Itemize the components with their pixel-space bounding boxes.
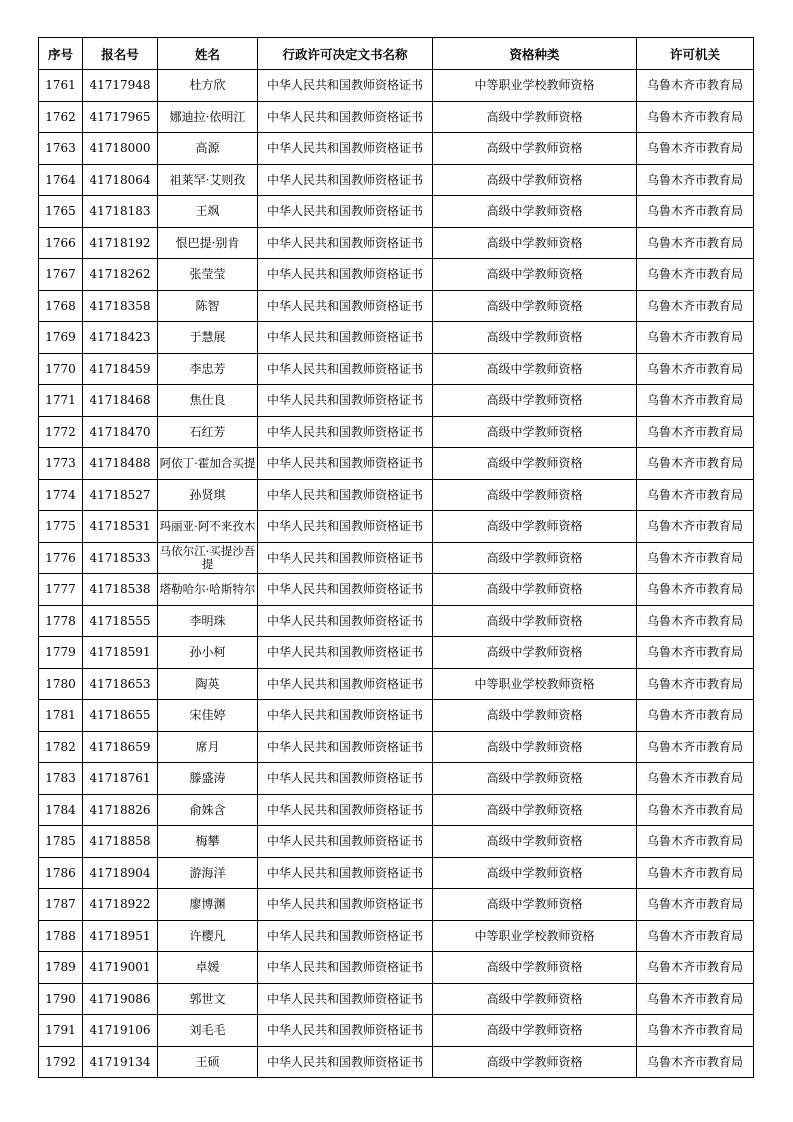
cell-seq: 1776 xyxy=(39,542,83,574)
cell-name: 玛丽亚·阿不来孜木 xyxy=(158,511,258,543)
cell-document-title: 中华人民共和国教师资格证书 xyxy=(258,983,433,1015)
cell-reg-no: 41718533 xyxy=(83,542,158,574)
cell-reg-no: 41718826 xyxy=(83,794,158,826)
cell-authority: 乌鲁木齐市教育局 xyxy=(637,133,754,165)
cell-qualification: 高级中学教师资格 xyxy=(433,1015,637,1047)
cell-seq: 1774 xyxy=(39,479,83,511)
cell-document-title: 中华人民共和国教师资格证书 xyxy=(258,259,433,291)
cell-qualification: 高级中学教师资格 xyxy=(433,889,637,921)
cell-seq: 1763 xyxy=(39,133,83,165)
table-row xyxy=(39,637,754,669)
cell-document-title: 中华人民共和国教师资格证书 xyxy=(258,479,433,511)
cell-reg-no: 41718761 xyxy=(83,763,158,795)
cell-document-title: 中华人民共和国教师资格证书 xyxy=(258,605,433,637)
cell-document-title: 中华人民共和国教师资格证书 xyxy=(258,763,433,795)
cell-qualification: 高级中学教师资格 xyxy=(433,542,637,574)
cell-authority: 乌鲁木齐市教育局 xyxy=(637,101,754,133)
cell-document-title: 中华人民共和国教师资格证书 xyxy=(258,542,433,574)
cell-qualification: 高级中学教师资格 xyxy=(433,196,637,228)
license-table xyxy=(38,37,754,1078)
cell-name: 孙小柯 xyxy=(158,637,258,669)
cell-seq: 1772 xyxy=(39,416,83,448)
table-row xyxy=(39,479,754,511)
cell-seq: 1777 xyxy=(39,574,83,606)
cell-seq: 1790 xyxy=(39,983,83,1015)
cell-authority: 乌鲁木齐市教育局 xyxy=(637,511,754,543)
table-row xyxy=(39,1046,754,1078)
cell-document-title: 中华人民共和国教师资格证书 xyxy=(258,290,433,322)
header-reg-no: 报名号 xyxy=(83,38,158,70)
cell-name: 娜迪拉·依明江 xyxy=(158,101,258,133)
cell-document-title: 中华人民共和国教师资格证书 xyxy=(258,448,433,480)
cell-qualification: 高级中学教师资格 xyxy=(433,857,637,889)
cell-authority: 乌鲁木齐市教育局 xyxy=(637,1046,754,1078)
table-row xyxy=(39,227,754,259)
cell-authority: 乌鲁木齐市教育局 xyxy=(637,700,754,732)
cell-authority: 乌鲁木齐市教育局 xyxy=(637,70,754,102)
table-row xyxy=(39,889,754,921)
cell-document-title: 中华人民共和国教师资格证书 xyxy=(258,574,433,606)
cell-authority: 乌鲁木齐市教育局 xyxy=(637,794,754,826)
cell-seq: 1786 xyxy=(39,857,83,889)
table-row xyxy=(39,101,754,133)
header-name: 姓名 xyxy=(158,38,258,70)
cell-seq: 1770 xyxy=(39,353,83,385)
cell-qualification: 高级中学教师资格 xyxy=(433,1046,637,1078)
table-row xyxy=(39,542,754,574)
cell-qualification: 高级中学教师资格 xyxy=(433,164,637,196)
cell-reg-no: 41718922 xyxy=(83,889,158,921)
table-row xyxy=(39,857,754,889)
cell-authority: 乌鲁木齐市教育局 xyxy=(637,353,754,385)
table-row xyxy=(39,511,754,543)
cell-authority: 乌鲁木齐市教育局 xyxy=(637,857,754,889)
table-header-row xyxy=(39,38,754,70)
cell-name: 郭世文 xyxy=(158,983,258,1015)
cell-name: 王飒 xyxy=(158,196,258,228)
table-row xyxy=(39,731,754,763)
cell-qualification: 高级中学教师资格 xyxy=(433,700,637,732)
table-row xyxy=(39,416,754,448)
cell-qualification: 高级中学教师资格 xyxy=(433,448,637,480)
cell-authority: 乌鲁木齐市教育局 xyxy=(637,1015,754,1047)
header-qualification: 资格种类 xyxy=(433,38,637,70)
cell-qualification: 中等职业学校教师资格 xyxy=(433,668,637,700)
cell-name: 廖博渊 xyxy=(158,889,258,921)
cell-authority: 乌鲁木齐市教育局 xyxy=(637,763,754,795)
cell-reg-no: 41718064 xyxy=(83,164,158,196)
table-row xyxy=(39,668,754,700)
cell-qualification: 中等职业学校教师资格 xyxy=(433,920,637,952)
cell-qualification: 中等职业学校教师资格 xyxy=(433,70,637,102)
cell-seq: 1762 xyxy=(39,101,83,133)
cell-seq: 1761 xyxy=(39,70,83,102)
cell-authority: 乌鲁木齐市教育局 xyxy=(637,227,754,259)
table-row xyxy=(39,164,754,196)
cell-qualification: 高级中学教师资格 xyxy=(433,952,637,984)
cell-reg-no: 41718659 xyxy=(83,731,158,763)
table-row xyxy=(39,952,754,984)
cell-name: 梅攀 xyxy=(158,826,258,858)
cell-name: 张莹莹 xyxy=(158,259,258,291)
cell-name: 宋佳婷 xyxy=(158,700,258,732)
cell-seq: 1783 xyxy=(39,763,83,795)
cell-qualification: 高级中学教师资格 xyxy=(433,133,637,165)
cell-seq: 1766 xyxy=(39,227,83,259)
cell-qualification: 高级中学教师资格 xyxy=(433,259,637,291)
cell-document-title: 中华人民共和国教师资格证书 xyxy=(258,227,433,259)
cell-document-title: 中华人民共和国教师资格证书 xyxy=(258,668,433,700)
cell-document-title: 中华人民共和国教师资格证书 xyxy=(258,511,433,543)
cell-reg-no: 41719106 xyxy=(83,1015,158,1047)
cell-reg-no: 41717965 xyxy=(83,101,158,133)
cell-qualification: 高级中学教师资格 xyxy=(433,511,637,543)
cell-authority: 乌鲁木齐市教育局 xyxy=(637,290,754,322)
cell-reg-no: 41718000 xyxy=(83,133,158,165)
cell-document-title: 中华人民共和国教师资格证书 xyxy=(258,857,433,889)
cell-reg-no: 41718904 xyxy=(83,857,158,889)
cell-authority: 乌鲁木齐市教育局 xyxy=(637,826,754,858)
cell-reg-no: 41717948 xyxy=(83,70,158,102)
cell-authority: 乌鲁木齐市教育局 xyxy=(637,416,754,448)
cell-authority: 乌鲁木齐市教育局 xyxy=(637,542,754,574)
table-row xyxy=(39,290,754,322)
cell-qualification: 高级中学教师资格 xyxy=(433,763,637,795)
cell-qualification: 高级中学教师资格 xyxy=(433,416,637,448)
cell-seq: 1785 xyxy=(39,826,83,858)
cell-authority: 乌鲁木齐市教育局 xyxy=(637,259,754,291)
table-row xyxy=(39,70,754,102)
cell-name: 游海洋 xyxy=(158,857,258,889)
cell-name: 孙贤琪 xyxy=(158,479,258,511)
cell-name: 阿依丁·霍加合买提 xyxy=(158,448,258,480)
cell-name: 席月 xyxy=(158,731,258,763)
cell-qualification: 高级中学教师资格 xyxy=(433,983,637,1015)
cell-name: 李明珠 xyxy=(158,605,258,637)
cell-reg-no: 41719086 xyxy=(83,983,158,1015)
cell-qualification: 高级中学教师资格 xyxy=(433,574,637,606)
cell-reg-no: 41718527 xyxy=(83,479,158,511)
cell-name: 于慧展 xyxy=(158,322,258,354)
cell-authority: 乌鲁木齐市教育局 xyxy=(637,322,754,354)
cell-qualification: 高级中学教师资格 xyxy=(433,101,637,133)
cell-authority: 乌鲁木齐市教育局 xyxy=(637,731,754,763)
table-row xyxy=(39,385,754,417)
table-row xyxy=(39,448,754,480)
cell-seq: 1764 xyxy=(39,164,83,196)
table-row xyxy=(39,826,754,858)
table-row xyxy=(39,605,754,637)
cell-seq: 1781 xyxy=(39,700,83,732)
cell-authority: 乌鲁木齐市教育局 xyxy=(637,196,754,228)
cell-authority: 乌鲁木齐市教育局 xyxy=(637,479,754,511)
cell-reg-no: 41718488 xyxy=(83,448,158,480)
cell-qualification: 高级中学教师资格 xyxy=(433,290,637,322)
cell-reg-no: 41718655 xyxy=(83,700,158,732)
cell-authority: 乌鲁木齐市教育局 xyxy=(637,385,754,417)
cell-seq: 1771 xyxy=(39,385,83,417)
cell-seq: 1778 xyxy=(39,605,83,637)
cell-seq: 1792 xyxy=(39,1046,83,1078)
cell-reg-no: 41718459 xyxy=(83,353,158,385)
cell-document-title: 中华人民共和国教师资格证书 xyxy=(258,826,433,858)
table-row xyxy=(39,353,754,385)
cell-document-title: 中华人民共和国教师资格证书 xyxy=(258,70,433,102)
cell-document-title: 中华人民共和国教师资格证书 xyxy=(258,952,433,984)
cell-authority: 乌鲁木齐市教育局 xyxy=(637,574,754,606)
cell-reg-no: 41719134 xyxy=(83,1046,158,1078)
cell-seq: 1788 xyxy=(39,920,83,952)
table-row xyxy=(39,259,754,291)
cell-qualification: 高级中学教师资格 xyxy=(433,353,637,385)
cell-reg-no: 41718262 xyxy=(83,259,158,291)
table-row xyxy=(39,794,754,826)
cell-reg-no: 41718538 xyxy=(83,574,158,606)
cell-document-title: 中华人民共和国教师资格证书 xyxy=(258,416,433,448)
cell-reg-no: 41718468 xyxy=(83,385,158,417)
cell-qualification: 高级中学教师资格 xyxy=(433,731,637,763)
cell-reg-no: 41718192 xyxy=(83,227,158,259)
cell-seq: 1787 xyxy=(39,889,83,921)
table-row xyxy=(39,574,754,606)
cell-name: 许樱凡 xyxy=(158,920,258,952)
cell-name: 李忠芳 xyxy=(158,353,258,385)
cell-authority: 乌鲁木齐市教育局 xyxy=(637,605,754,637)
table-row xyxy=(39,322,754,354)
cell-name: 王硕 xyxy=(158,1046,258,1078)
cell-name: 陈智 xyxy=(158,290,258,322)
cell-qualification: 高级中学教师资格 xyxy=(433,479,637,511)
cell-document-title: 中华人民共和国教师资格证书 xyxy=(258,700,433,732)
cell-authority: 乌鲁木齐市教育局 xyxy=(637,164,754,196)
cell-authority: 乌鲁木齐市教育局 xyxy=(637,637,754,669)
header-document-title: 行政许可决定文书名称 xyxy=(258,38,433,70)
cell-document-title: 中华人民共和国教师资格证书 xyxy=(258,637,433,669)
cell-seq: 1773 xyxy=(39,448,83,480)
cell-name: 卓媛 xyxy=(158,952,258,984)
cell-document-title: 中华人民共和国教师资格证书 xyxy=(258,164,433,196)
cell-name: 祖莱罕·艾则孜 xyxy=(158,164,258,196)
cell-name: 塔勒哈尔·哈斯特尔 xyxy=(158,574,258,606)
cell-seq: 1767 xyxy=(39,259,83,291)
cell-authority: 乌鲁木齐市教育局 xyxy=(637,920,754,952)
cell-authority: 乌鲁木齐市教育局 xyxy=(637,448,754,480)
cell-document-title: 中华人民共和国教师资格证书 xyxy=(258,889,433,921)
header-authority: 许可机关 xyxy=(637,38,754,70)
cell-qualification: 高级中学教师资格 xyxy=(433,227,637,259)
cell-reg-no: 41718531 xyxy=(83,511,158,543)
cell-qualification: 高级中学教师资格 xyxy=(433,385,637,417)
table-row xyxy=(39,763,754,795)
cell-reg-no: 41718358 xyxy=(83,290,158,322)
cell-name: 马依尔江·买提沙吾提 xyxy=(158,542,258,574)
cell-reg-no: 41718555 xyxy=(83,605,158,637)
cell-document-title: 中华人民共和国教师资格证书 xyxy=(258,794,433,826)
table-body xyxy=(39,70,754,1078)
cell-authority: 乌鲁木齐市教育局 xyxy=(637,889,754,921)
header-seq: 序号 xyxy=(39,38,83,70)
cell-name: 滕盛涛 xyxy=(158,763,258,795)
cell-name: 焦仕良 xyxy=(158,385,258,417)
table-row xyxy=(39,1015,754,1047)
cell-name: 陶英 xyxy=(158,668,258,700)
cell-document-title: 中华人民共和国教师资格证书 xyxy=(258,133,433,165)
cell-reg-no: 41718470 xyxy=(83,416,158,448)
table-row xyxy=(39,700,754,732)
cell-document-title: 中华人民共和国教师资格证书 xyxy=(258,1046,433,1078)
cell-name: 石红芳 xyxy=(158,416,258,448)
cell-reg-no: 41718183 xyxy=(83,196,158,228)
cell-reg-no: 41719001 xyxy=(83,952,158,984)
cell-seq: 1784 xyxy=(39,794,83,826)
cell-authority: 乌鲁木齐市教育局 xyxy=(637,668,754,700)
table-row xyxy=(39,133,754,165)
cell-seq: 1791 xyxy=(39,1015,83,1047)
cell-name: 刘毛毛 xyxy=(158,1015,258,1047)
cell-seq: 1780 xyxy=(39,668,83,700)
cell-seq: 1775 xyxy=(39,511,83,543)
cell-seq: 1768 xyxy=(39,290,83,322)
cell-reg-no: 41718423 xyxy=(83,322,158,354)
cell-document-title: 中华人民共和国教师资格证书 xyxy=(258,196,433,228)
cell-document-title: 中华人民共和国教师资格证书 xyxy=(258,920,433,952)
cell-authority: 乌鲁木齐市教育局 xyxy=(637,983,754,1015)
cell-seq: 1769 xyxy=(39,322,83,354)
cell-document-title: 中华人民共和国教师资格证书 xyxy=(258,353,433,385)
cell-seq: 1782 xyxy=(39,731,83,763)
cell-document-title: 中华人民共和国教师资格证书 xyxy=(258,322,433,354)
cell-qualification: 高级中学教师资格 xyxy=(433,794,637,826)
cell-qualification: 高级中学教师资格 xyxy=(433,826,637,858)
table-row xyxy=(39,920,754,952)
cell-name: 高源 xyxy=(158,133,258,165)
cell-document-title: 中华人民共和国教师资格证书 xyxy=(258,731,433,763)
cell-document-title: 中华人民共和国教师资格证书 xyxy=(258,101,433,133)
cell-reg-no: 41718653 xyxy=(83,668,158,700)
cell-seq: 1789 xyxy=(39,952,83,984)
cell-name: 杜方欣 xyxy=(158,70,258,102)
cell-name: 俞姝含 xyxy=(158,794,258,826)
cell-reg-no: 41718951 xyxy=(83,920,158,952)
table-row xyxy=(39,196,754,228)
cell-reg-no: 41718858 xyxy=(83,826,158,858)
cell-document-title: 中华人民共和国教师资格证书 xyxy=(258,385,433,417)
cell-reg-no: 41718591 xyxy=(83,637,158,669)
cell-qualification: 高级中学教师资格 xyxy=(433,605,637,637)
cell-seq: 1779 xyxy=(39,637,83,669)
cell-document-title: 中华人民共和国教师资格证书 xyxy=(258,1015,433,1047)
cell-name: 恨巴提·别肯 xyxy=(158,227,258,259)
cell-qualification: 高级中学教师资格 xyxy=(433,637,637,669)
cell-seq: 1765 xyxy=(39,196,83,228)
cell-authority: 乌鲁木齐市教育局 xyxy=(637,952,754,984)
cell-qualification: 高级中学教师资格 xyxy=(433,322,637,354)
table-row xyxy=(39,983,754,1015)
